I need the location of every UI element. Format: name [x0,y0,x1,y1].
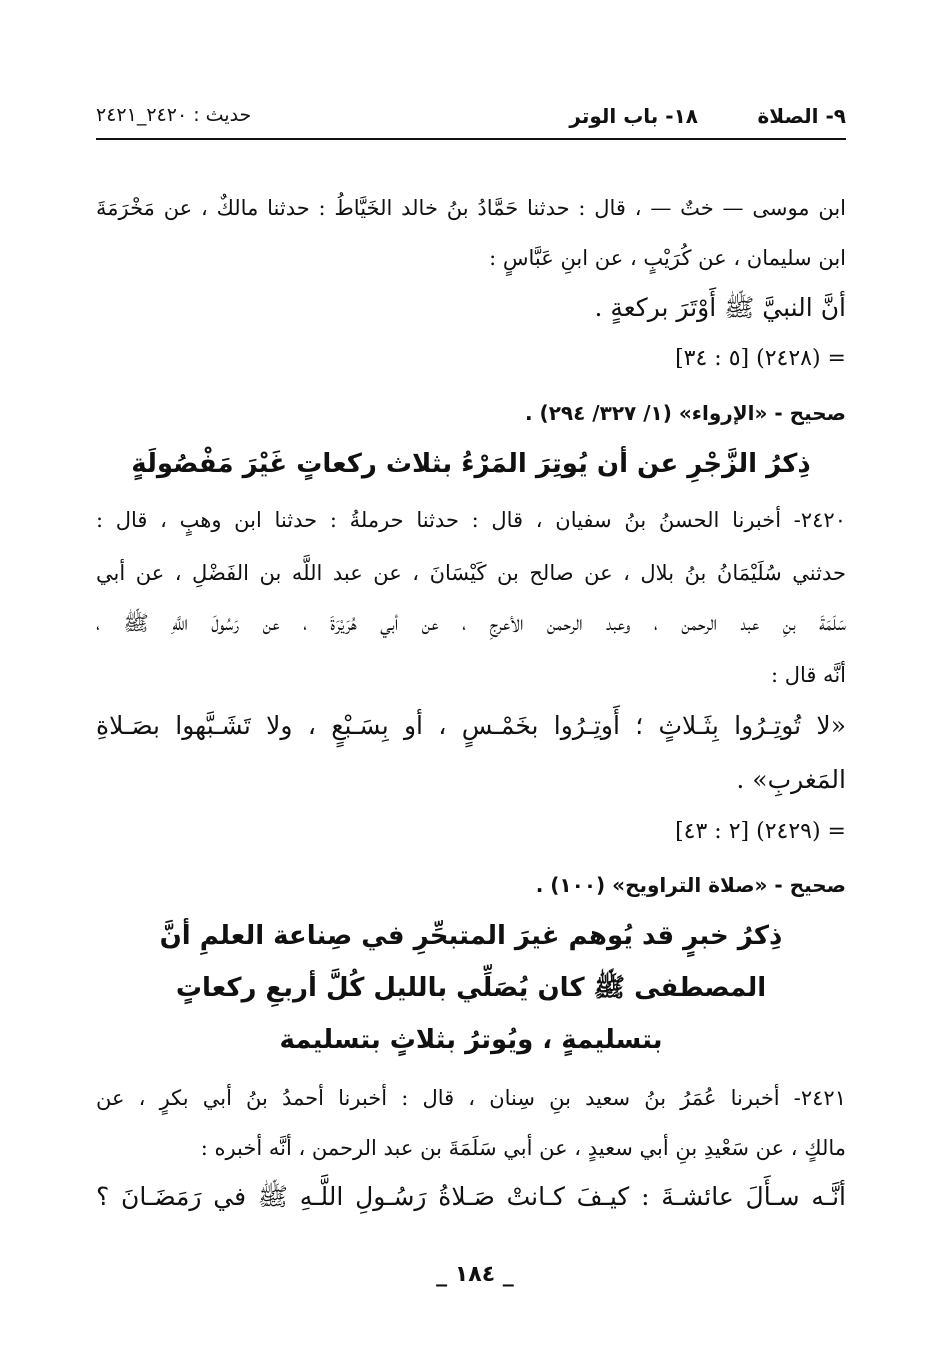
text-line: حدثني سُلَيْمَانُ بنُ بلال ، عن صالح بن كَيْسَانَ ، عن عبد اللَّه بن الفَضْلِ ، عن أبي [96,561,846,585]
hadith-text-line: أنَّ النبيَّ ﷺ أَوْتَرَ بركعةٍ . [594,293,846,322]
cross-reference: = (٢٤٢٩) [٢ : ٤٣] [675,819,846,844]
grading-note: صحيح - «صلاة التراويح» (١٠٠) . [535,873,846,897]
page-header [96,104,846,140]
grading-note: صحيح - «الإرواء» (١/ ٣٢٧/ ٢٩٤) . [525,401,846,425]
section-title: ١٨- باب الوتر [569,104,698,128]
hadith-range: حديث : ٢٤٢٠_٢٤٢١ [96,104,252,126]
text-line: ابن موسى — ختٌ — ، قال : حدثنا حَمَّادُ بنُ خالد الخَيَّاطُ : حدثنا مالكٌ ، عن مَخْرَمَةَ [96,196,846,220]
chapter-title: ٩- الصلاة [757,104,846,128]
text-line: ٢٤٢١- أخبرنا عُمَرُ بنُ سعيد بنِ سِنان ، قال : أخبرنا أحمدُ بنُ أبي بكرٍ ، عن [96,1086,846,1110]
text-line: سَلَمَةَ بنِ عبد الرحمن ، وعبد الرحمن الأعرجِ ، عن أبي هُرَيْرَةَ ، عن رَسُولَ اللَّهِ ﷺ ، [96,611,846,635]
chapter-heading: ذِكرُ الزَّجْرِ عن أن يُوتِرَ المَرْءُ بثلاث ركعاتٍ غَيْرَ مَفْصُولَةٍ [131,449,811,479]
chapter-heading: بتسليمةٍ ، ويُوترُ بثلاثٍ بتسليمة [279,1025,663,1055]
header-divider [96,138,846,140]
hadith-text-line: «لا تُوتِـرُوا بِثَـلاثٍ ؛ أَوتِـرُوا بخَمْـسٍ ، أو بِسَـبْعٍ ، ولا تَشَـبَّهوا بصَـلاةِ [96,711,846,740]
text-line: مالكٍ ، عن سَعْيدِ بنِ أبي سعيدٍ ، عن أبي سَلَمَةَ بن عبد الرحمن ، أنَّه أخبره : [200,1136,846,1160]
hadith-text-line: المَغربِ» . [736,765,846,794]
page-number: _ ١٨٤ _ [436,1262,514,1287]
text-line: ابن سليمان ، عن كُرَيْبٍ ، عن ابنِ عَبَّاسٍ : [489,246,846,270]
text-line: ٢٤٢٠- أخبرنا الحسنُ بنُ سفيان ، قال : حدثنا حرملةُ : حدثنا ابن وهبٍ ، قال : [96,508,846,532]
cross-reference: = (٢٤٢٨) [٥ : ٣٤] [675,346,846,371]
hadith-text-line: أنَّـه سـأَلَ عائشـةَ : كيـفَ كـانتْ صَـلاةُ رَسُـولِ اللَّـهِ ﷺ في رَمَضَـانَ ؟ [96,1182,846,1211]
chapter-heading: ذِكرُ خبرٍ قد يُوهم غيرَ المتبحِّرِ في صِناعة العلمِ أنَّ [159,921,783,951]
chapter-heading: المصطفى ﷺ كان يُصَلِّي بالليل كُلَّ أربعِ ركعاتٍ [175,973,767,1003]
text-line: أنَّه قال : [770,663,846,687]
